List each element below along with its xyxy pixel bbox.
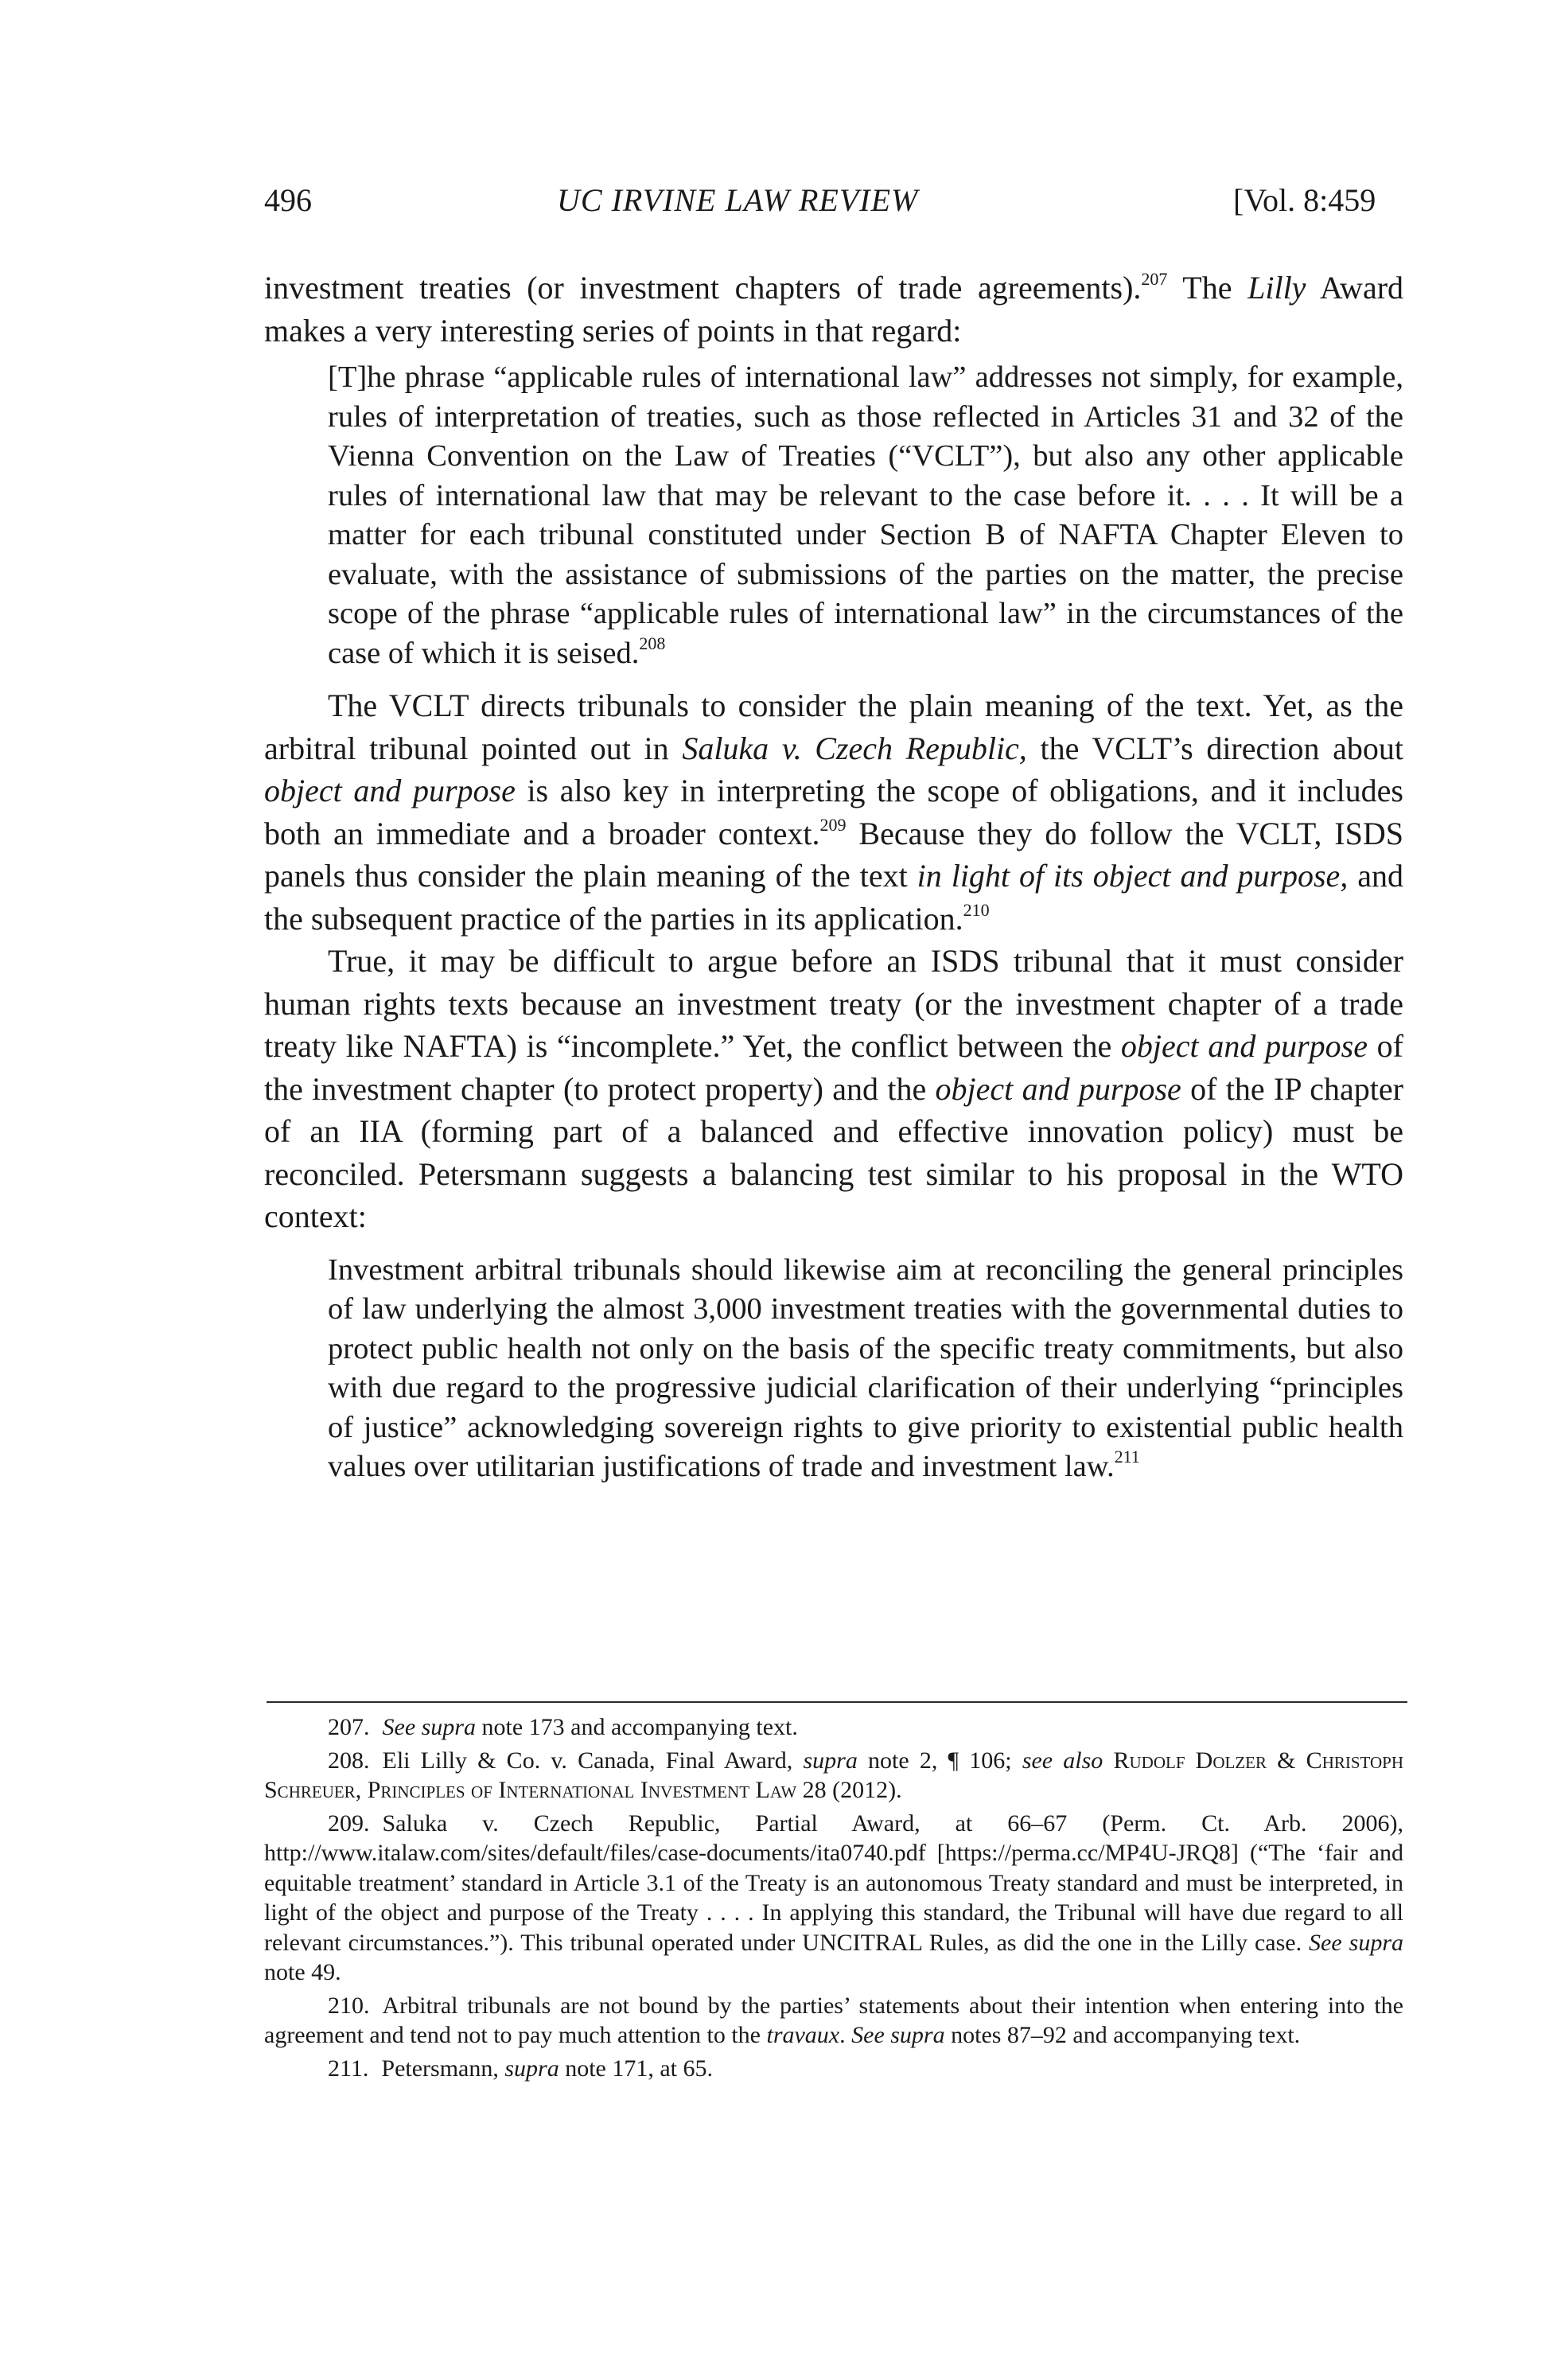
footnote-207 <box>264 1712 1403 1743</box>
emphasis-object-purpose-3: object and purpose <box>935 1070 1181 1107</box>
footnote-number: 210. <box>328 1992 370 2019</box>
case-name-saluka: Saluka v. Czech Republic, <box>682 730 1027 766</box>
paragraph-2 <box>264 684 1403 940</box>
block-quote-1 <box>328 358 1403 673</box>
paragraph-2-text-c: is also key in interpreting the scope of obligations, and it includes both an immediate and a broader context. <box>264 773 1404 851</box>
paragraph-1-text-c: Award makes a very interesting series of points in that regard: <box>264 270 1404 349</box>
footnote-ref-208: 208 <box>639 633 666 653</box>
footnote-number: 211. <box>328 2055 369 2082</box>
paragraph-3 <box>264 940 1403 1238</box>
footnote-ref-209: 209 <box>819 814 847 835</box>
footnote-text: note 2, ¶ 106; <box>857 1747 1022 1774</box>
footnote-text: Arbitral tribunals are not bound by the parties’ statements about their intention when entering into the agreement and tend not to pay much attention to the <box>264 1992 1403 2048</box>
footnote-ref-207: 207 <box>1141 269 1168 289</box>
footnote-text: note 171, at 65. <box>559 2055 714 2082</box>
footnote-text: note 173 and accompanying text. <box>475 1714 798 1740</box>
footnote-text: note 49. <box>264 1959 341 1985</box>
footnote-208 <box>264 1746 1403 1805</box>
term-travaux: travaux <box>766 2022 840 2048</box>
footnote-text: Petersmann, <box>381 2055 505 2082</box>
footnote-209 <box>264 1809 1403 1988</box>
volume-citation: [Vol. 8:459 <box>1233 182 1376 218</box>
signal-supra: supra <box>803 1747 858 1774</box>
running-header <box>0 181 1553 229</box>
case-name-lilly: Lilly <box>1247 270 1306 306</box>
footnote-text: Eli Lilly & Co. v. Canada, Final Award, <box>382 1747 804 1774</box>
footnote-ref-210: 210 <box>963 899 990 920</box>
paragraph-3-text-b: of the investment chapter (to protect property) and the <box>264 1028 1403 1107</box>
footnote-text: 28 (2012). <box>796 1777 902 1803</box>
signal-see-supra: See supra <box>1309 1929 1403 1956</box>
block-quote-2-text: Investment arbitral tribunals should likewise aim at reconciling the general principles of law underlying the almost 3,000 investment treaties with the governmental duties to protect public health not only on the basis of the specific treaty commitments, but also with due regard to the progressive judicial clarification of their underlying “principles of justice” acknowledging sovereign rights to give priority to existential public health values over utilitarian justifications of trade and investment law. <box>328 1252 1403 1483</box>
page-number: 496 <box>264 182 312 218</box>
paragraph-3-text-a: True, it may be difficult to argue before an ISDS tribunal that it must consider human rights texts because an investment treaty (or the investment chapter of a trade treaty like NAFTA) is “incomplete.” Yet, the conflict between the <box>264 943 1403 1064</box>
footnote-text: notes 87–92 and accompanying text. <box>944 2022 1301 2048</box>
signal-supra: supra <box>504 2055 559 2082</box>
footnote-text: . <box>839 2022 852 2048</box>
paragraph-2-text-e: and the subsequent practice of the parties in its application. <box>264 858 1403 937</box>
paragraph-1-text: investment treaties (or investment chapters of trade agreements). <box>264 270 1142 306</box>
footnote-210 <box>264 1991 1403 2051</box>
book-citation: Rudolf Dolzer & Christoph Schreuer, Principles of International Investment Law <box>264 1747 1403 1803</box>
footnotes <box>264 1712 1403 2086</box>
paragraph-1 <box>264 267 1403 352</box>
footnote-number: 208. <box>328 1747 370 1774</box>
journal-title: UC IRVINE LAW REVIEW <box>557 182 919 218</box>
footnote-211 <box>264 2054 1403 2084</box>
emphasis-object-purpose-2: object and purpose <box>1120 1028 1368 1064</box>
paragraph-3-text-c: of the IP chapter of an IIA (forming part of a balanced and effective innovation policy) must be reconciled. Petersmann suggests a balancing test similar to his proposal in the WTO context: <box>264 1070 1403 1234</box>
footnote-divider <box>267 1701 1407 1703</box>
paragraph-2-text-d: Because they do follow the VCLT, ISDS panels thus consider the plain meaning of the text <box>264 815 1404 894</box>
footnote-ref-211: 211 <box>1114 1447 1140 1467</box>
emphasis-in-light: in light of its object and purpose, <box>917 858 1349 894</box>
signal-see-supra: See supra <box>382 1714 476 1740</box>
paragraph-2-text-b: the VCLT’s direction about <box>1026 730 1403 766</box>
block-quote-2 <box>328 1251 1403 1487</box>
signal-see-supra: See supra <box>851 2022 945 2048</box>
paragraph-2-text-a: The VCLT directs tribunals to consider the plain meaning of the text. Yet, as the arbitral tribunal pointed out in <box>264 688 1403 766</box>
footnote-number: 207. <box>328 1714 370 1740</box>
block-quote-1-text: [T]he phrase “applicable rules of international law” addresses not simply, for example, rules of interpretation of treaties, such as those reflected in Articles 31 and 32 of the Vienna Convention on the Law of Treaties (“VCLT”), but also any other applicable rules of international law that may be relevant to the case before it. . . . It will be a matter for each tribunal constituted under Section B of NAFTA Chapter Eleven to evaluate, with the assistance of submissions of the parties on the matter, the precise scope of the phrase “applicable rules of international law” in the circumstances of the case of which it is seised. <box>328 360 1403 670</box>
paragraph-1-text-b: The <box>1167 270 1248 306</box>
signal-see-also: see also <box>1022 1747 1103 1774</box>
emphasis-object-purpose: object and purpose <box>264 773 516 808</box>
footnote-number: 209. <box>328 1809 370 1837</box>
footnote-text: Saluka v. Czech Republic, Partial Award, at 66–67 (Perm. Ct. Arb. 2006), http://www.italaw.com/sites/default/files/case-documents/ita0740.pdf [https://perma.cc/MP4U-JRQ8] (“The ‘fair and equitable treatment’ standard in Article 3.1 of the Treaty is an autonomous Treaty standard and must be interpreted, in light of the object and purpose of the Treaty . . . . In applying this standard, the Tribunal will have due regard to all relevant circumstances.”). This tribunal operated under UNCITRAL Rules, as did the one in the Lilly case. <box>264 1809 1403 1956</box>
main-text <box>264 267 1403 1487</box>
